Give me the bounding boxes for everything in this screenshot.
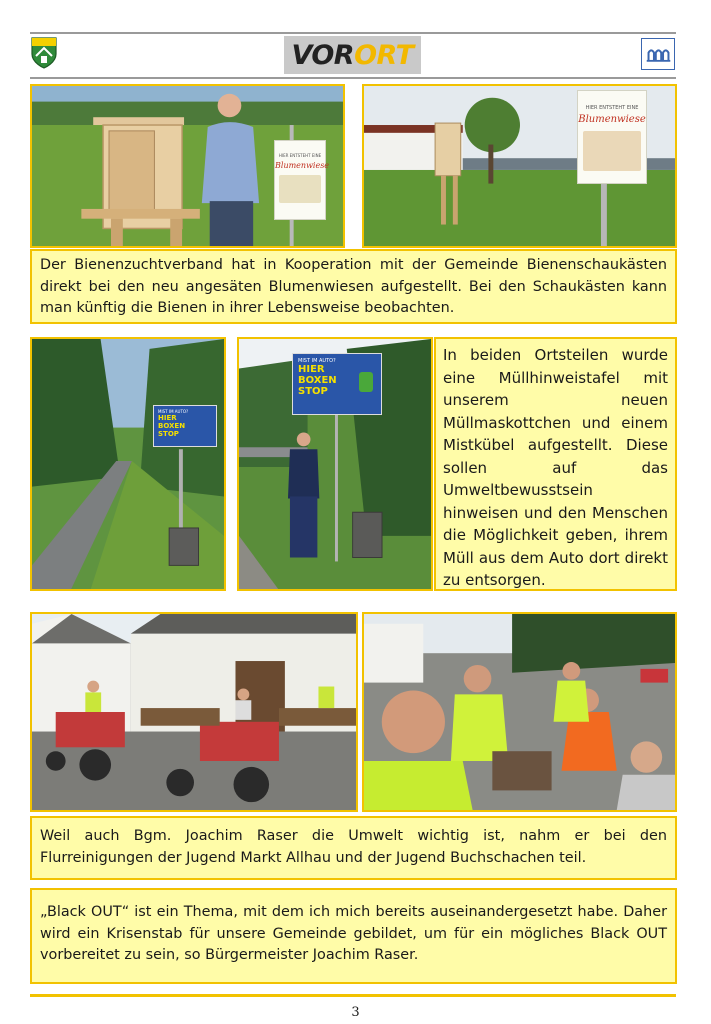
header-top-rule [30,32,676,34]
sign-large-stop: STOP [298,386,328,397]
footer-rule [30,994,676,997]
sign-small-hier: HIER [158,414,177,422]
sign-left-line1: HIER ENTSTEHT EINE [278,153,322,158]
photo-cleanup-selfie [362,612,677,812]
caption-box-cleanup [30,816,677,880]
sign-flowers-icon [583,131,641,171]
caption-box-trash-sign [434,337,677,591]
arches-logo-icon [641,38,675,70]
caption-cleanup: Weil auch Bgm. Joachim Raser die Umwelt wichtig ist, nahm er bei den Flurreinigungen der Jugend Markt Allhau und der Jugend Buchschachen teil. [40,828,667,866]
sign-right-line2: Blumenwiese [578,114,646,125]
sign-blumenwiese-left [274,140,330,220]
trash-mascot-icon [359,372,373,392]
photo-road-trash-sign [30,337,226,591]
caption-box-beehives [30,249,677,324]
sign-small-stop: STOP [158,430,179,438]
vorort-logo [284,36,421,74]
sign-left-line2: Blumenwiese [275,161,330,170]
page-number: 3 [351,1005,360,1020]
sign-blumenwiese-right [577,90,647,184]
municipal-crest-icon [30,36,58,70]
header-bottom-rule [30,77,676,79]
sign-small-header: MIST IM AUTO? [158,409,189,414]
caption-trash-sign: In beiden Ortsteilen wurde eine Müllhinweistafel mit unserem neuen Müllmaskottchen und einem Mistkübel aufgestellt. Diese sollen auf das Umweltbewusstsein hinweisen und den Menschen die Möglichkeit geben, ihrem Müll aus dem Auto dort direkt zu entsorgen. [443,346,668,589]
photo-tractors-youth [30,612,358,812]
sign-large-hier: HIER [298,364,325,375]
caption-box-blackout [30,888,677,984]
sign-hier-boxen-stop-small [153,405,217,447]
sign-hier-boxen-stop-large [292,353,382,415]
sign-right-line1: HIER ENTSTEHT EINE [585,105,639,111]
sign-flowers-icon [279,175,321,203]
caption-beehives: Der Bienenzuchtverband hat in Kooperation mit der Gemeinde Bienenschaukästen direkt bei den neu angesäten Blumenwiesen aufgestellt. Bei den Schaukästen kann man künftig die Bienen in ihrer Lebensweise beobachten. [40,257,667,316]
caption-blackout: „Black OUT“ ist ein Thema, mit dem ich mich bereits auseinandergesetzt habe. Daher wird ein Krisenstab für unsere Gemeinde gebildet, um für ein mögliches Black OUT vorbereitet zu sein, so Bürgermeister Joachim Raser. [40,904,667,963]
logo-vor-text: VOR [291,39,355,71]
logo-ort-text: ORT [354,39,414,71]
sign-large-header: MIST IM AUTO? [298,358,336,364]
sign-large-boxen: BOXEN [298,375,337,386]
sign-small-boxen: BOXEN [158,422,186,430]
